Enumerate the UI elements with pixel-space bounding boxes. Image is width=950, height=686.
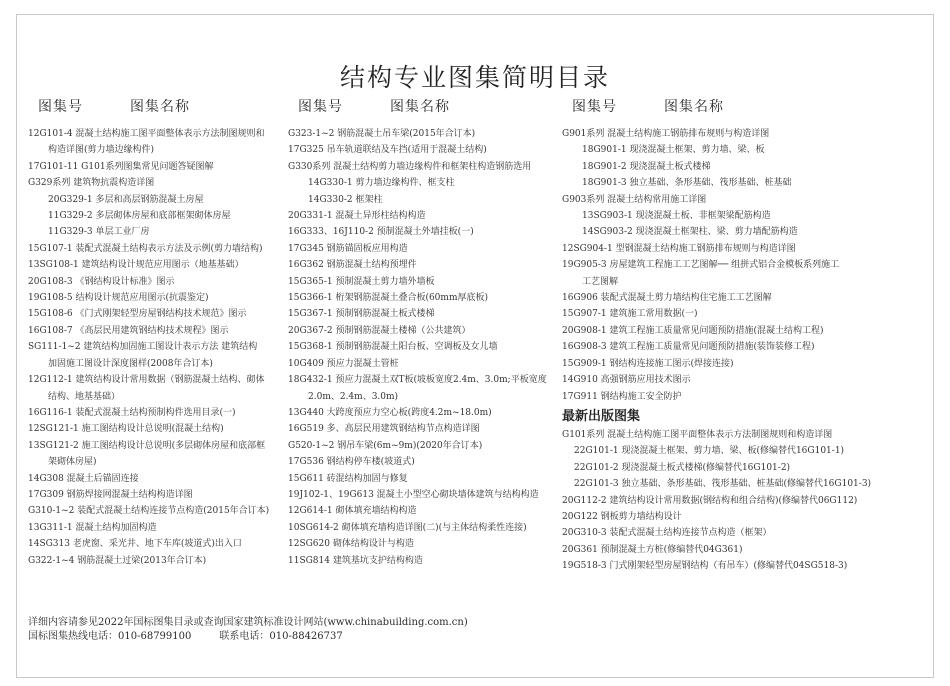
list-item: 22G101-2 现浇混凝土板式楼梯(修编替代16G101-2) bbox=[574, 462, 791, 473]
list-item: 12G112-1 建筑结构设计常用数据（钢筋混凝土结构、砌体 bbox=[28, 375, 265, 386]
list-item: 13G311-1 混凝土结构加固构造 bbox=[28, 522, 157, 533]
column-header bbox=[288, 96, 558, 118]
list-item: SG111-1~2 建筑结构加固施工图设计表示方法 建筑结构 bbox=[28, 342, 258, 353]
catalog-column-3 bbox=[562, 96, 872, 575]
list-item: 16G519 多、高层民用建筑钢结构节点构造详图 bbox=[288, 424, 480, 435]
list-item: 14G330-1 剪力墙边缘构件、框支柱 bbox=[308, 178, 455, 189]
list-item: 19G108-5 结构设计规范应用图示(抗震鉴定) bbox=[28, 293, 209, 304]
header-number: 图集号 bbox=[38, 99, 83, 115]
footer-hotline: 国标图集热线电话：010-68799100 bbox=[28, 631, 192, 642]
list-item: 架砌体房屋) bbox=[48, 457, 97, 468]
list-item: 11SG814 建筑基坑支护结构构造 bbox=[288, 555, 423, 566]
list-item: 22G101-3 独立基础、条形基础、筏形基础、桩基础(修编替代16G101-3) bbox=[574, 479, 872, 490]
list-item: 15G108-6 《门式刚架轻型房屋钢结构技术规范》图示 bbox=[28, 309, 247, 320]
list-item: 14G330-2 框架柱 bbox=[308, 194, 383, 205]
list-item: 14SG903-2 现浇混凝土框架柱、梁、剪力墙配筋构造 bbox=[582, 227, 798, 238]
list-item: 15G107-1 装配式混凝土结构表示方法及示例(剪力墙结构) bbox=[28, 243, 263, 254]
list-item: 12SG121-1 施工图结构设计总说明(混凝土结构) bbox=[28, 424, 224, 435]
list-item: G903系列 混凝土结构常用施工详图 bbox=[562, 194, 707, 205]
list-item: 20G367-2 预制钢筋混凝土楼梯（公共建筑） bbox=[288, 325, 471, 336]
list-item: 12SG620 砌体结构设计与构造 bbox=[288, 539, 414, 550]
list-item: 构造详图(剪力墙边缘构件) bbox=[48, 145, 155, 156]
header-name: 图集名称 bbox=[390, 99, 450, 115]
catalog-column-2 bbox=[288, 96, 558, 569]
list-item: 17G325 吊车轨道联结及车挡(适用于混凝土结构) bbox=[288, 145, 487, 156]
page-title: 结构专业图集简明目录 bbox=[339, 63, 610, 92]
list-item: 15G909-1 钢结构连接施工图示(焊接连接) bbox=[562, 358, 734, 369]
list-item: 17G536 钢结构停车楼(坡道式) bbox=[288, 457, 415, 468]
list-item: 结构、地基基础） bbox=[48, 391, 121, 402]
list-item: 2.0m、2.4m、3.0m) bbox=[308, 391, 399, 402]
list-item: 18G901-2 现浇混凝土板式楼梯 bbox=[582, 161, 711, 172]
list-item: 19G905-3 房屋建筑工程施工工艺图解── 组拼式铝合金模板系列施工 bbox=[562, 260, 840, 271]
list-item: 20G361 预制混凝土方桩(修编替代04G361) bbox=[562, 544, 743, 555]
list-item: 14G910 高强钢筋应用技术图示 bbox=[562, 375, 691, 386]
list-item: 12G101-4 混凝土结构施工图平面整体表示方法制图规则和 bbox=[28, 129, 265, 139]
list-item: 11G329-3 单层工业厂房 bbox=[48, 227, 150, 238]
column-header bbox=[28, 96, 286, 118]
list-item: 14G308 混凝土后锚固连接 bbox=[28, 473, 139, 484]
list-item: 20G108-3 《钢结构设计标准》图示 bbox=[28, 276, 175, 287]
list-item: 20G122 钢板剪力墙结构设计 bbox=[562, 511, 682, 522]
list-item: G310-1~2 装配式混凝土结构连接节点构造(2015年合订本) bbox=[28, 506, 270, 517]
list-item: 22G101-1 现浇混凝土框架、剪力墙、梁、板(修编替代16G101-1) bbox=[574, 446, 845, 457]
list-item: 16G908-3 建筑工程施工质量常见问题预防措施(装饰装修工程) bbox=[562, 342, 815, 353]
list-item: 20G112-2 建筑结构设计常用数据(钢结构和组合结构)(修编替代06G112) bbox=[562, 495, 858, 506]
list-item: 15G367-1 预制钢筋混凝土板式楼梯 bbox=[288, 309, 435, 320]
list-item: 13SG108-1 建筑结构设计规范应用图示（地基基础） bbox=[28, 260, 244, 271]
list-item: 20G908-1 建筑工程施工质量常见问题预防措施(混凝土结构工程) bbox=[562, 325, 824, 336]
list-item: 11G329-2 多层砌体房屋和底部框架砌体房屋 bbox=[48, 211, 231, 222]
latest-section-title: 最新出版图集 bbox=[562, 408, 641, 424]
list-item: 16G362 钢筋混凝土结构预埋件 bbox=[288, 260, 417, 271]
column-header bbox=[562, 96, 862, 118]
list-item: 10SG614-2 砌体填充墙构造详图(二)(与主体结构柔性连接) bbox=[288, 522, 527, 533]
footer-contact: 联系电话：010-88426737 bbox=[219, 631, 343, 642]
list-item: 13SG121-2 施工图结构设计总说明(多层砌体房屋和底部框 bbox=[28, 440, 266, 451]
list-item: 13SG903-1 现浇混凝土板、非框架梁配筋构造 bbox=[582, 211, 771, 222]
footer-website-line: 详细内容请参见2022年国标图集目录或查询国家建筑标准设计网站(www.chinabuilding.com.cn) bbox=[28, 617, 468, 628]
list-item: 17G309 钢筋焊接网混凝土结构构造详图 bbox=[28, 489, 193, 500]
footer bbox=[28, 616, 468, 644]
list-item: 20G310-3 装配式混凝土结构连接节点构造（框架） bbox=[562, 528, 772, 539]
list-item: 15G366-1 桁架钢筋混凝土叠合板(60mm厚底板) bbox=[288, 293, 488, 304]
list-item: 工艺图解 bbox=[582, 276, 619, 287]
list-item: 14SG313 老虎窗、采光井、地下车库(坡道式)出入口 bbox=[28, 539, 242, 550]
list-item: 15G907-1 建筑施工常用数据(一) bbox=[562, 309, 698, 320]
list-item: 20G331-1 混凝土异形柱结构构造 bbox=[288, 211, 426, 222]
list-item: G101系列 混凝土结构施工图平面整体表示方法制图规则和构造详图 bbox=[562, 429, 833, 440]
list-item: 10G409 预应力混凝土管桩 bbox=[288, 358, 399, 369]
list-item: 20G329-1 多层和高层钢筋混凝土房屋 bbox=[48, 194, 204, 205]
list-item: G520-1~2 钢吊车梁(6m~9m)(2020年合订本) bbox=[288, 440, 483, 451]
list-item: 加固施工图设计深度图样(2008年合订本) bbox=[48, 358, 213, 369]
list-item: 15G365-1 预制混凝土剪力墙外墙板 bbox=[288, 276, 435, 287]
header-number: 图集号 bbox=[572, 99, 617, 115]
list-item: 18G901-3 独立基础、条形基础、筏形基础、桩基础 bbox=[582, 178, 792, 189]
list-item: 17G101-11 G101系列图集常见问题答疑图解 bbox=[28, 161, 214, 172]
list-item: 18G432-1 预应力混凝土双T板(坡板宽度2.4m、3.0m;平板宽度 bbox=[288, 375, 547, 386]
list-item: 18G901-1 现浇混凝土框架、剪力墙、梁、板 bbox=[582, 145, 765, 156]
list-item: 16G108-7 《高层民用建筑钢结构技术规程》图示 bbox=[28, 325, 229, 336]
header-number: 图集号 bbox=[298, 99, 343, 115]
list-item: 12SG904-1 型钢混凝土结构施工钢筋排布规则与构造详图 bbox=[562, 243, 796, 254]
list-item: 13G440 大跨度预应力空心板(跨度4.2m~18.0m) bbox=[288, 407, 492, 418]
list-item: 12G614-1 砌体填充墙结构构造 bbox=[288, 506, 417, 517]
footer-phone-row bbox=[28, 630, 468, 644]
list-item: 19J102-1、19G613 混凝土小型空心砌块墙体建筑与结构构造 bbox=[288, 489, 539, 500]
list-item: 16G333、16J110-2 预制混凝土外墙挂板(一) bbox=[288, 227, 474, 238]
list-item: G322-1~4 钢筋混凝土过梁(2013年合订本) bbox=[28, 555, 207, 566]
list-item: G901系列 混凝土结构施工钢筋排布规则与构造详图 bbox=[562, 129, 770, 139]
header-name: 图集名称 bbox=[664, 99, 724, 115]
list-item: 17G911 钢结构施工安全防护 bbox=[562, 391, 682, 402]
list-item: 16G116-1 装配式混凝土结构预制构件选用目录(一) bbox=[28, 407, 236, 418]
header-name: 图集名称 bbox=[130, 99, 190, 115]
list-item: 15G611 砖混结构加固与修复 bbox=[288, 473, 408, 484]
list-item: 19G518-3 门式刚架轻型房屋钢结构（有吊车）(修编替代04SG518-3) bbox=[562, 561, 848, 572]
list-item: G323-1~2 钢筋混凝土吊车梁(2015年合订本) bbox=[288, 129, 476, 139]
list-item: 17G345 钢筋锚固板应用构造 bbox=[288, 243, 408, 254]
list-item: 16G906 装配式混凝土剪力墙结构住宅施工工艺图解 bbox=[562, 293, 772, 304]
list-item: 15G368-1 预制钢筋混凝土阳台板、空调板及女儿墙 bbox=[288, 342, 498, 353]
catalog-column-1 bbox=[28, 96, 286, 569]
list-item: G329系列 建筑物抗震构造详图 bbox=[28, 178, 155, 189]
list-item: G330系列 混凝土结构剪力墙边缘构件和框架柱构造钢筋选用 bbox=[288, 161, 532, 172]
